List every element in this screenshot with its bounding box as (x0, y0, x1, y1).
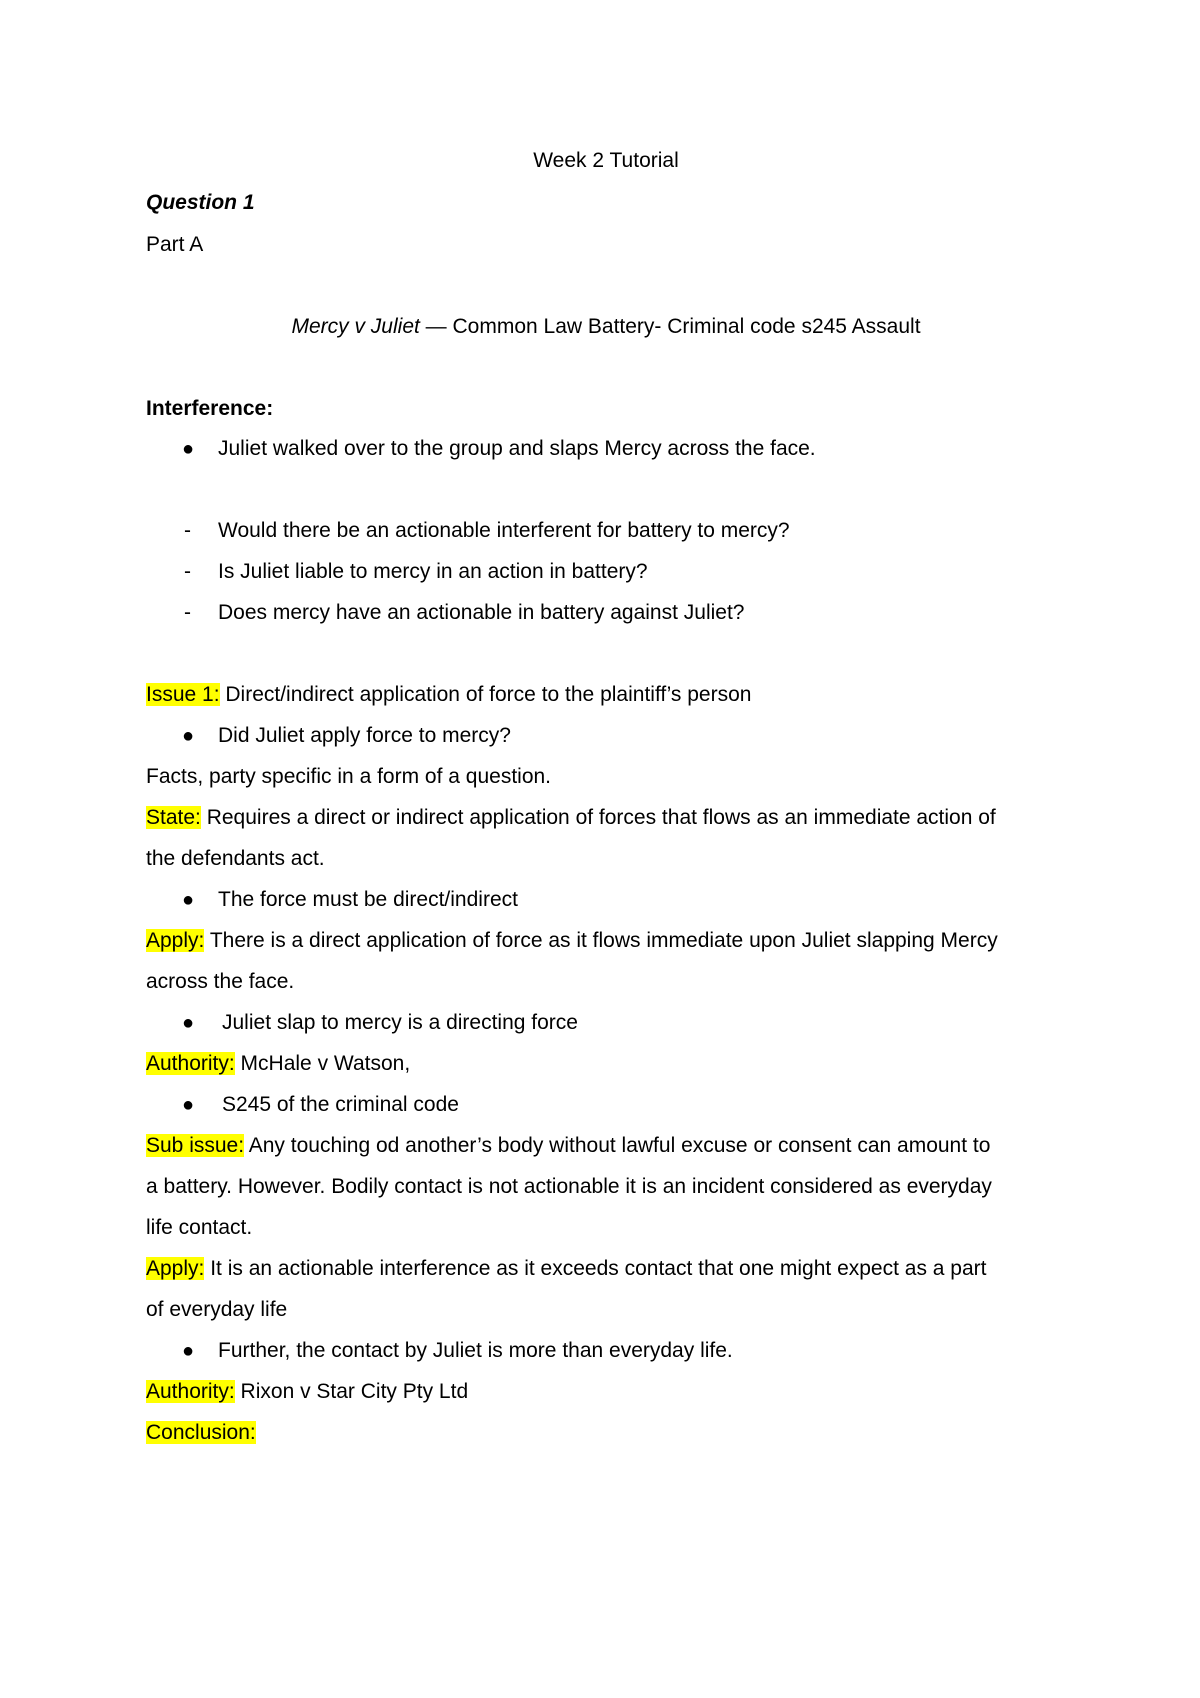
dash-icon: - (184, 560, 191, 583)
bullet-icon: ● (182, 1340, 195, 1362)
authority1-bullet: S245 of the criminal code (222, 1093, 459, 1116)
apply1-text: There is a direct application of force as it flows immediate upon Juliet slapping Mercy (204, 929, 998, 952)
dash-item-2: Is Juliet liable to mercy in an action in battery? (218, 560, 648, 583)
apply2-paragraph (146, 1254, 1066, 1284)
bullet-icon: ● (182, 1012, 195, 1034)
bullet-icon: ● (182, 1094, 195, 1116)
authority2-text: Rixon v Star City Pty Ltd (234, 1380, 469, 1403)
state-label: State: (146, 806, 201, 829)
state-paragraph (146, 803, 1066, 833)
apply2-text: It is an actionable interference as it exceeds contact that one might expect as a part (204, 1257, 987, 1280)
interference-heading: Interference: (146, 397, 274, 420)
apply2-bullet: Further, the contact by Juliet is more than everyday life. (218, 1339, 733, 1362)
apply2-label: Apply: (146, 1257, 205, 1280)
apply1-text-cont: across the face. (146, 970, 295, 993)
question-heading: Question 1 (146, 191, 255, 214)
interference-bullet: Juliet walked over to the group and slaps Mercy across the face. (218, 437, 816, 460)
dash-item-1: Would there be an actionable interferent for battery to mercy? (218, 519, 790, 542)
dash-icon: - (184, 519, 191, 542)
state-text-cont: the defendants act. (146, 847, 325, 870)
bullet-icon: ● (182, 438, 195, 460)
issue1-paragraph (146, 680, 1066, 710)
apply2-text-cont: of everyday life (146, 1298, 288, 1321)
subissue-label: Sub issue: (146, 1134, 245, 1157)
document-title: Week 2 Tutorial (533, 149, 679, 172)
authority1-text: McHale v Watson, (234, 1052, 411, 1075)
dash-icon: - (184, 601, 191, 624)
subissue-paragraph (146, 1131, 1066, 1161)
apply1-bullet: Juliet slap to mercy is a directing force (222, 1011, 578, 1034)
bullet-icon: ● (182, 725, 195, 747)
dash-item-3: Does mercy have an actionable in battery against Juliet? (218, 601, 745, 624)
bullet-icon: ● (182, 889, 195, 911)
part-heading: Part A (146, 233, 204, 256)
conclusion-paragraph (146, 1418, 1066, 1448)
authority1-label: Authority: (146, 1052, 235, 1075)
subissue-text-cont-1: a battery. However. Bodily contact is not actionable it is an incident considered as everyday (146, 1175, 992, 1198)
apply1-label: Apply: (146, 929, 205, 952)
issue1-label: Issue 1: (146, 683, 220, 706)
conclusion-label: Conclusion: (146, 1421, 256, 1444)
issue1-text: Direct/indirect application of force to the plaintiff’s person (219, 683, 752, 706)
authority1-paragraph (146, 1049, 1066, 1079)
subissue-text: Any touching od another’s body without lawful excuse or consent can amount to (244, 1134, 991, 1157)
state-text: Requires a direct or indirect application of forces that flows as an immediate action of (200, 806, 996, 829)
case-description: — Common Law Battery- Criminal code s245 Assault (419, 315, 921, 338)
apply1-paragraph (146, 926, 1066, 956)
state-bullet: The force must be direct/indirect (218, 888, 518, 911)
case-heading (146, 312, 1066, 342)
issue1-bullet: Did Juliet apply force to mercy? (218, 724, 511, 747)
authority2-label: Authority: (146, 1380, 235, 1403)
case-parties: Mercy v Juliet (291, 315, 420, 338)
facts-line: Facts, party specific in a form of a question. (146, 765, 552, 788)
subissue-text-cont-2: life contact. (146, 1216, 253, 1239)
authority2-paragraph (146, 1377, 1066, 1407)
